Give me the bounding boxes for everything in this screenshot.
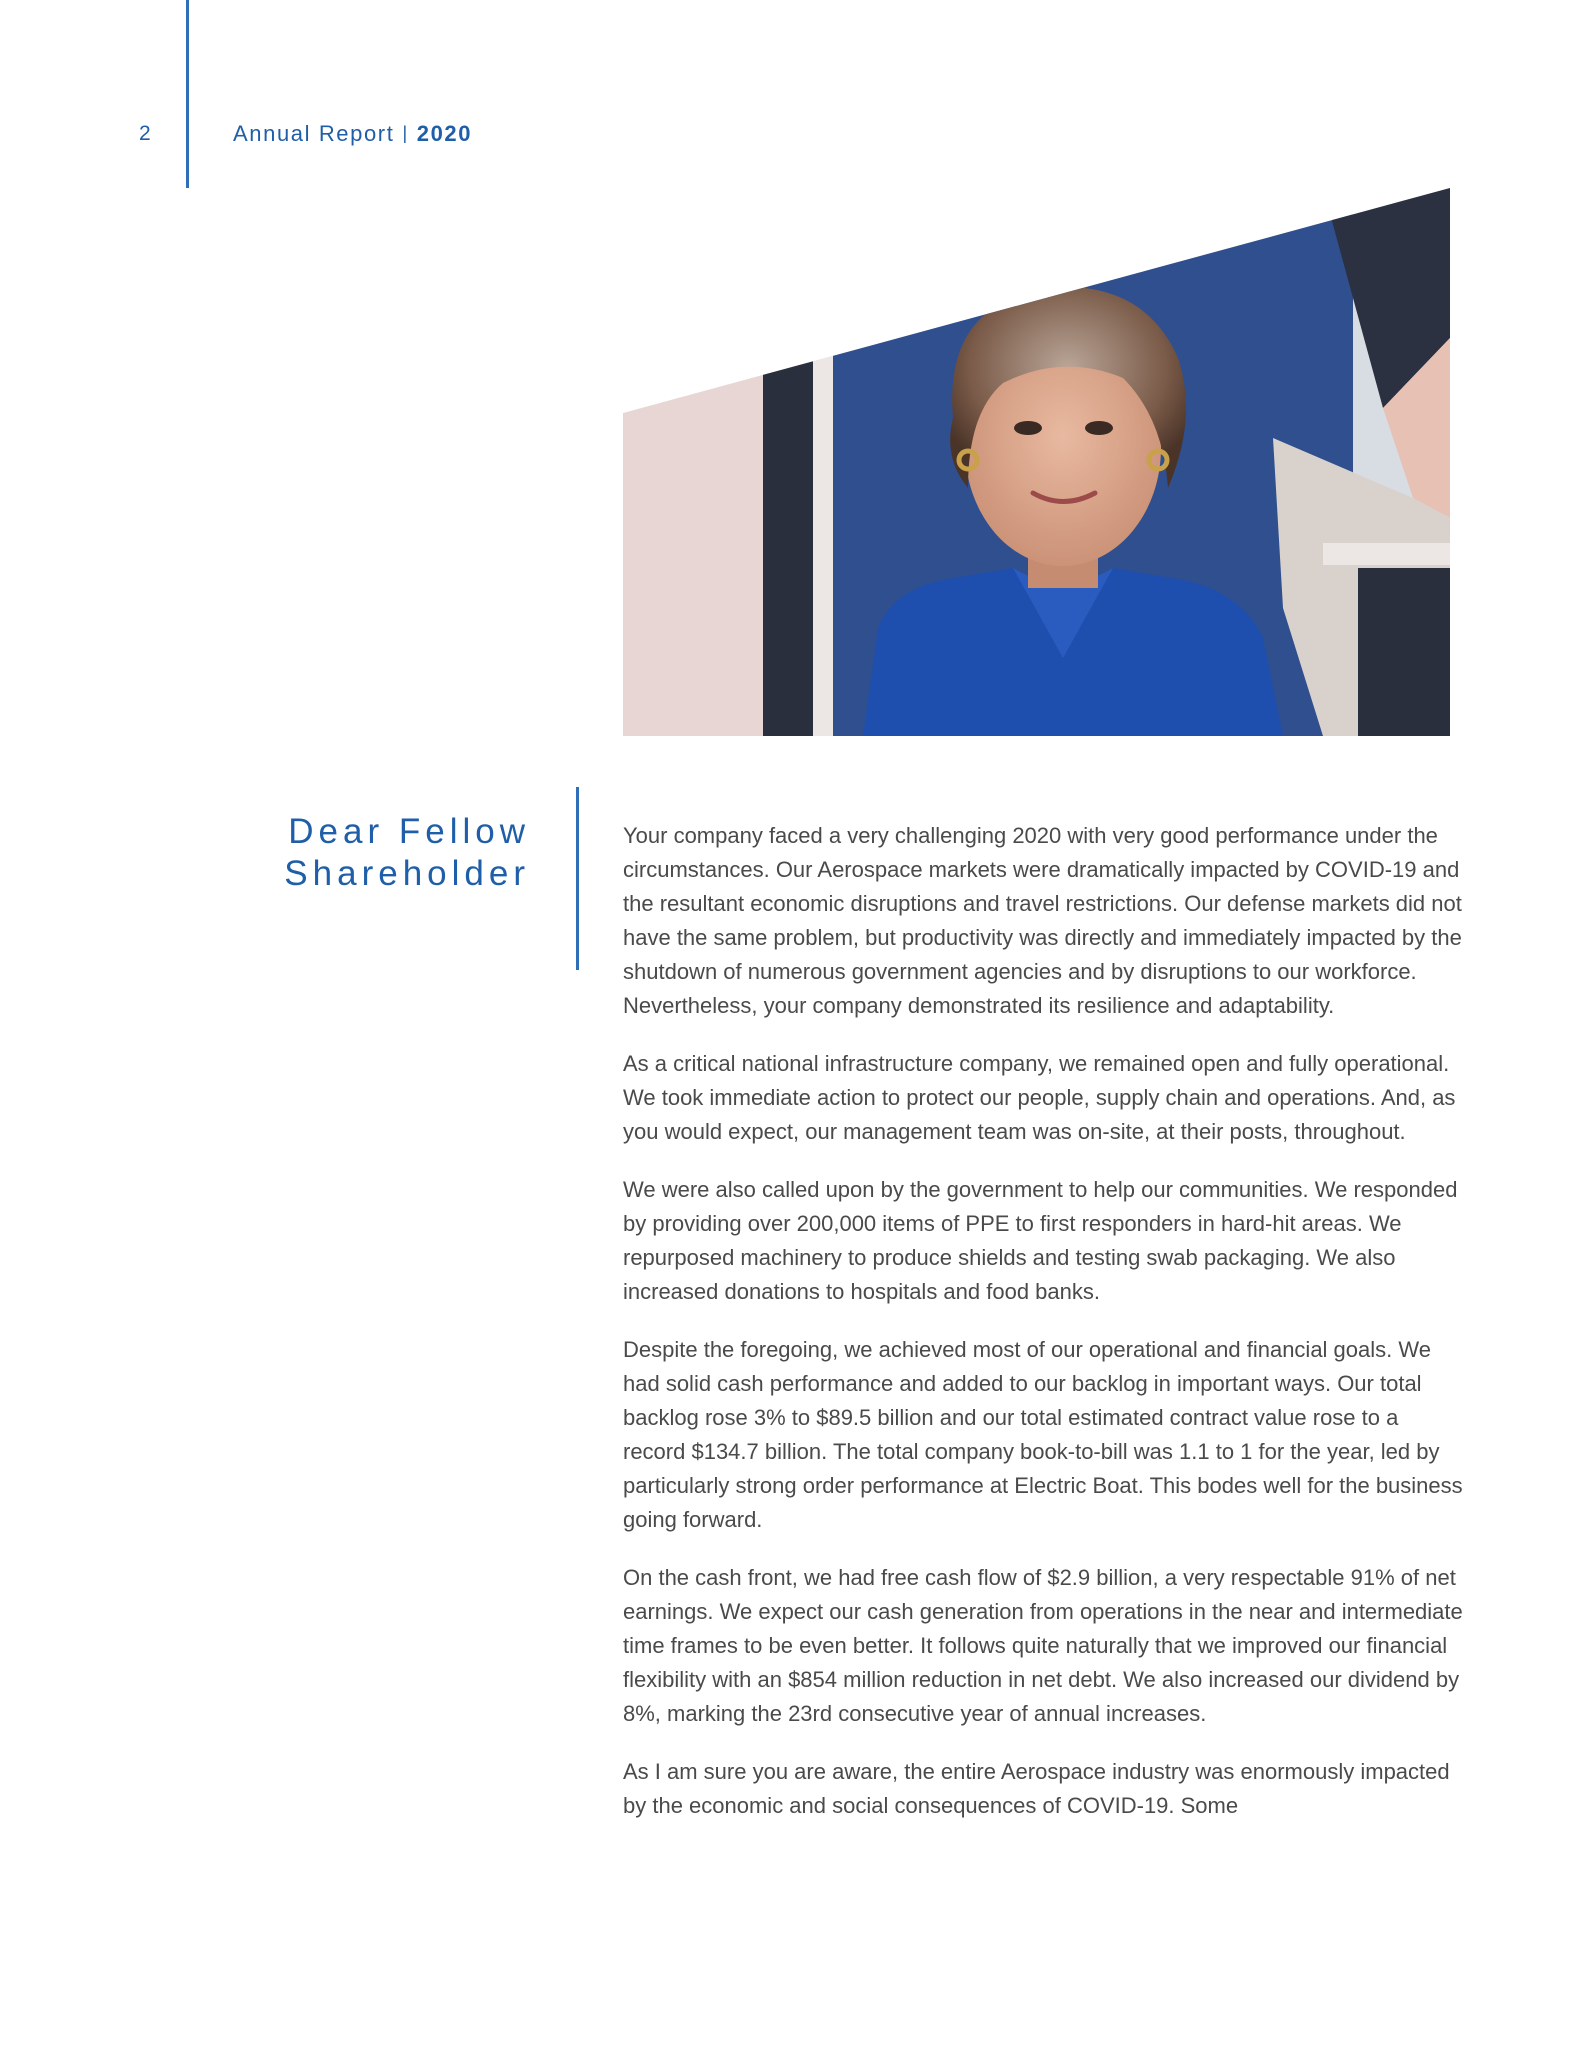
- letter-paragraph: On the cash front, we had free cash flow of $2.9 billion, a very respectable 91% of net earnings. We expect our cash generation from operations in the near and intermediate time frames to be even better. It follows quite naturally that we improved our financial flexibility with an $854 million reduction in net debt. We also increased our dividend by 8%, marking the 23rd consecutive year of annual increases.: [623, 1565, 1463, 1726]
- report-title: [233, 121, 472, 147]
- header-vertical-rule: [186, 0, 189, 188]
- letter-paragraph: As I am sure you are aware, the entire Aerospace industry was enormously impacted by the economic and social consequences of COVID-19. Some: [623, 1759, 1450, 1818]
- letter-paragraph: We were also called upon by the government to help our communities. We responded by providing over 200,000 items of PPE to first responders in hard-hit areas. We repurposed machinery to produce shields and testing swab packaging. We also increased donations to hospitals and food banks.: [623, 1177, 1458, 1304]
- heading-divider-rule: [576, 787, 579, 970]
- salutation-line-1: Dear Fellow: [288, 812, 530, 851]
- title-separator: |: [402, 123, 409, 143]
- photo-scene: [623, 188, 1450, 736]
- salutation-line-2: Shareholder: [284, 854, 530, 893]
- report-label: Annual Report: [233, 121, 395, 146]
- letter-paragraph: Despite the foregoing, we achieved most of our operational and financial goals. We had solid cash performance and added to our backlog in important ways. Our total backlog rose 3% to $89.5 billion and our total estimated contract value rose to a record $134.7 billion. The total company book-to-bill was 1.1 to 1 for the year, led by particularly strong order performance at Electric Boat. This bodes well for the business going forward.: [623, 1337, 1463, 1532]
- salutation-heading: [210, 811, 530, 895]
- letter-paragraph: Your company faced a very challenging 2020 with very good performance under the circumstances. Our Aerospace markets were dramatically impacted by COVID-19 and the resultant economic disruptions and travel restrictions. Our defense markets did not have the same problem, but productivity was directly and immediately impacted by the shutdown of numerous government agencies and by disruptions to our workforce. Nevertheless, your company demonstrated its resilience and adaptability.: [623, 823, 1462, 1018]
- report-year: 2020: [416, 121, 473, 146]
- page-number: 2: [139, 122, 151, 145]
- portrait-photo: [623, 188, 1450, 736]
- letter-paragraph: As a critical national infrastructure company, we remained open and fully operational. We took immediate action to protect our people, supply chain and operations. And, as you would expect, our management team was on-site, at their posts, throughout.: [623, 1051, 1456, 1144]
- letter-body: [623, 819, 1463, 1847]
